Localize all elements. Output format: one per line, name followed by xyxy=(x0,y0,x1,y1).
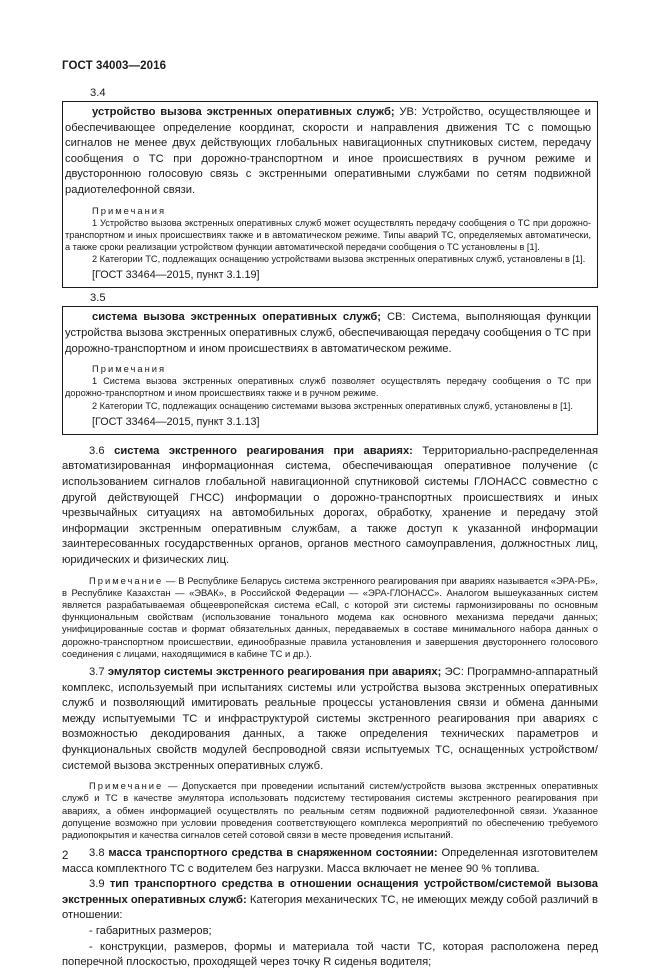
source-reference: [ГОСТ 33464—2015, пункт 3.1.13] xyxy=(92,415,260,428)
list-item: - габаритных размеров; xyxy=(89,925,212,938)
term-name: система экстренного реагирования при авариях: xyxy=(114,444,413,457)
term-text: Определенная изготовителем масса комплектного ТС с водителем без нагрузки. Масса включает не менее 90 % топлива. xyxy=(62,847,598,875)
term-box-3-4 xyxy=(62,101,598,288)
section-number: 3.9 xyxy=(89,878,105,891)
note-text: — Допускается при проведении испытаний систем/устройств вызова экстренных оперативных служб и ТС в качестве эмулятора использовать подсистему тестирования системы экстренного реагирования при авариях, а обмен информацией осуществлять по реальным сетям подвижной радиотелефонной связи. Указанное допущение возможно при условии проведения соответствующего комплекса мероприятий по обеспечению требуемого радиопокрытия и качества сигналов сетей сотовой связи в месте проведения испытаний. xyxy=(62,780,598,840)
term-name: тип транспортного средства в отношении оснащения устройством/системой вызова экстренных оперативных служб: xyxy=(62,878,599,906)
notes-heading: Примечания xyxy=(92,363,167,375)
term-definition xyxy=(65,310,591,357)
term-name: устройство вызова экстренных оперативных служб; xyxy=(92,106,395,118)
document-header: ГОСТ 34003—2016 xyxy=(62,60,167,72)
note-item: 1 Устройство вызова экстренных оперативных служб может осуществлять передачу сообщения о ТС при дорожно-транспортном и иных происшествиях также и в автоматическом режиме. Типы аварий ТС, определяемых автоматически, а также сроки реализации устройством функции автоматической передачи сообщения о ТС установлены в [1]. xyxy=(65,217,591,252)
term-name: система вызова экстренных оперативных служб; xyxy=(92,311,382,324)
term-name: масса транспортного средства в снаряженном состоянии: xyxy=(108,847,438,860)
note-label: Примечание xyxy=(89,574,164,586)
term-text: Категория механических ТС, не имеющих между собой различий в отношении: xyxy=(62,893,599,922)
term-definition-3-6 xyxy=(62,444,598,569)
term-definition-3-9 xyxy=(62,877,598,924)
term-definition xyxy=(65,105,591,199)
source-reference: [ГОСТ 33464—2015, пункт 3.1.19] xyxy=(92,269,260,282)
note-paragraph xyxy=(62,575,598,660)
term-text: СВ: Система, выполняющая функции устройства вызова экстренных оперативных служб, обеспечивающая передачу сообщения о ТС при дорожно-транспортном и ином происшествиях в автоматическом режиме. xyxy=(65,311,592,355)
term-text: ЭС: Программно-аппаратный комплекс, используемый при испытаниях системы или устройства вызова экстренных оперативных служб и позволяющий имитировать реальные процессы установления связи и обмена данными между испытуемыми ТС и инфраструктурой системы экстренного реагирования при авариях с возможностью декодирования данных, а также определения технических параметров и функциональных свойств модулей беспроводной связи испытуемых ТС, оснащенных устройством/системой вызова экстренных оперативных служб. xyxy=(62,665,598,772)
section-number: 3.7 xyxy=(89,665,105,678)
section-number: 3.5 xyxy=(90,292,106,305)
term-definition-3-7 xyxy=(62,665,598,774)
section-number: 3.4 xyxy=(90,87,106,99)
term-text: Территориально-распределенная автоматизированная информационная система, обеспечивающая оперативное получение (с использованием сигналов глобальной навигационной спутниковой системы ГЛОНАСС совместно с другой действующей ГНСС) информации о дорожно-транспортных происшествиях и иных чрезвычайных ситуациях на автомобильных дорогах, обработку, хранение и передачу этой информации экстренным оперативным службам, а также доступ к указанной информации заинтересованных государственных органов, органов местного самоуправления, должностных лиц, юридических и физических лиц. xyxy=(62,444,598,566)
note-text: — В Республике Беларусь система экстренного реагирования при авариях называется «ЭРА-РБ», в Республике Казахстан — «ЭВАК», в Российской Федерации — «ЭРА-ГЛОНАСС». Аналогом вышеуказанных систем является разрабатываемая общеевропейская система eCall, с которой эти системы гармонизированы по основным функциональным свойствам (использование тонального модема как основного механизма передачи данных; унифицированные состав и формат обязательных данных, передаваемых в составе минимального набора данных о дорожно-транспортном происшествии, единообразные правила установления и завершения двустороннего голосового соединения с лицами, находящимися в кабине ТС и др.). xyxy=(62,574,598,659)
term-definition-3-8 xyxy=(62,846,598,877)
notes-heading: Примечания xyxy=(92,204,167,216)
term-box-3-5 xyxy=(62,306,598,434)
term-name: эмулятор системы экстренного реагирования при авариях; xyxy=(107,665,442,678)
page-number: 2 xyxy=(62,850,69,862)
document-body xyxy=(62,86,598,971)
note-item: 2 Категории ТС, подлежащих оснащению системами вызова экстренных оперативных служб, установлены в [1]. xyxy=(92,400,573,411)
list-item: - конструкции, размеров, формы и материала той части ТС, которая расположена перед поперечной плоскостью, проходящей через точку R сиденья водителя; xyxy=(62,940,598,969)
note-item: 1 Система вызова экстренных оперативных служб позволяет осуществлять передачу сообщения о ТС при дорожно-транспортном и ином происшествиях также и в ручном режиме. xyxy=(65,376,591,399)
term-text: УВ: Устройство, осуществляющее и обеспечивающее определение координат, скорости и направления движения ТС с помощью сигналов не менее двух действующих глобальных навигационных спутниковых систем, передачу сообщения о ТС при дорожно-транспортном и иное происшествиях в ручном режиме и двустороннюю голосовую связь с экстренными оперативными службами по сетям подвижной радиотелефонной связи. xyxy=(65,106,592,196)
note-label: Примечание xyxy=(89,780,164,792)
note-paragraph xyxy=(62,780,598,841)
section-number: 3.8 xyxy=(89,847,105,860)
section-number: 3.6 xyxy=(89,444,105,457)
note-item: 2 Категории ТС, подлежащих оснащению устройствами вызова экстренных оперативных служб, установлены в [1]. xyxy=(92,254,586,265)
